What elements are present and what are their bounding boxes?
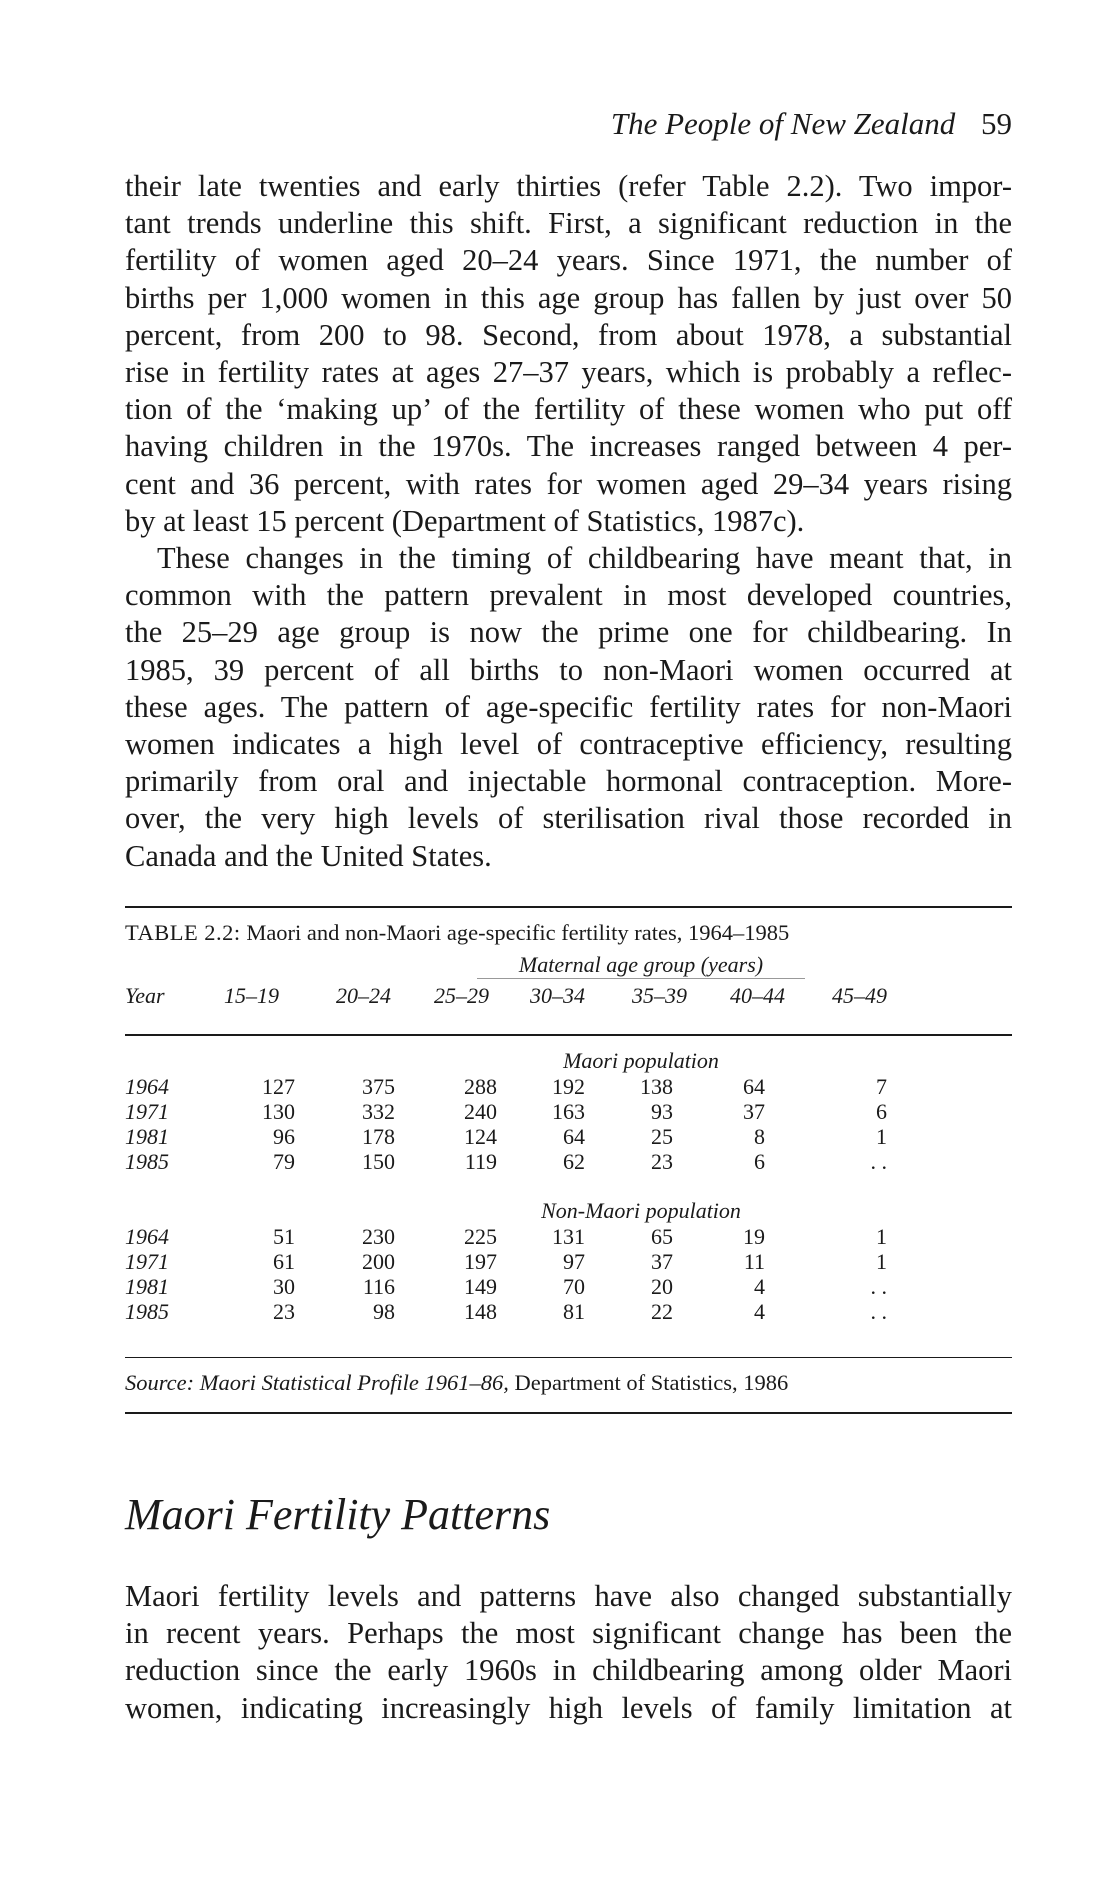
population-group-label: Maori population xyxy=(563,1048,719,1073)
table-cell: 4 xyxy=(754,1299,765,1324)
table-cell: 37 xyxy=(651,1249,673,1274)
table-cell: 230 xyxy=(362,1224,395,1249)
paragraph-3 xyxy=(125,1578,1012,1727)
table-cell: 4 xyxy=(754,1274,765,1299)
paragraph-line: cent and 36 percent, with rates for women aged 29–34 years rising xyxy=(125,466,1012,501)
table-cell: 148 xyxy=(464,1299,497,1324)
age-group-header: 45–49 xyxy=(832,983,887,1008)
age-group-header: 20–24 xyxy=(336,983,391,1008)
table-cell: 200 xyxy=(362,1249,395,1274)
paragraph-line: Maori fertility levels and patterns have also changed substantially xyxy=(125,1579,1012,1613)
table-cell: 70 xyxy=(563,1274,585,1299)
row-year: 1985 xyxy=(125,1149,169,1174)
table-cell: 64 xyxy=(563,1124,585,1149)
row-year: 1985 xyxy=(125,1299,169,1324)
paragraph-line: these ages. The pattern of age-specific fertility rates for non-Maori xyxy=(125,689,1012,724)
table-cell: 96 xyxy=(273,1124,295,1149)
age-group-header: 35–39 xyxy=(632,983,687,1008)
age-group-header: 15–19 xyxy=(224,983,279,1008)
row-year: 1964 xyxy=(125,1074,169,1099)
table-cell: 149 xyxy=(464,1274,497,1299)
table-source xyxy=(125,1368,788,1397)
row-year: 1981 xyxy=(125,1124,169,1149)
age-group-header: 30–34 xyxy=(530,983,585,1008)
table-cell: 8 xyxy=(754,1124,765,1149)
paragraph-line: women, indicating increasingly high levels of family limitation at xyxy=(125,1690,1012,1725)
table-cell: 98 xyxy=(373,1299,395,1324)
table-cell: 11 xyxy=(743,1249,765,1274)
paragraph-line: in recent years. Perhaps the most significant change has been the xyxy=(125,1616,1012,1651)
table-cell: 6 xyxy=(754,1149,765,1174)
paragraph-line: by at least 15 percent (Department of Statistics, 1987c). xyxy=(125,503,805,538)
paragraph-line: having children in the 1970s. The increases ranged between 4 per- xyxy=(125,429,1012,464)
table-cell: 130 xyxy=(262,1099,295,1124)
running-head-title: The People of New Zealand xyxy=(610,106,956,141)
table-cell: 124 xyxy=(464,1124,497,1149)
paragraph-2 xyxy=(125,540,1012,875)
age-group-header: 40–44 xyxy=(730,983,785,1008)
paragraph-line: reduction since the early 1960s in childbearing among older Maori xyxy=(125,1653,1012,1688)
paragraph-line: women indicates a high level of contraceptive efficiency, resulting xyxy=(125,726,1012,761)
source-label: Source: xyxy=(125,1370,195,1395)
table-cell: 375 xyxy=(362,1074,395,1099)
paragraph-line: common with the pattern prevalent in most developed countries, xyxy=(125,578,1012,613)
paragraph-line: over, the very high levels of sterilisation rival those recorded in xyxy=(125,801,1012,836)
table-cell: 1 xyxy=(876,1124,887,1149)
table-label: TABLE 2.2: xyxy=(125,920,241,945)
table-cell: 20 xyxy=(651,1274,673,1299)
paragraph-line: fertility of women aged 20–24 years. Since 1971, the number of xyxy=(125,243,1012,278)
table-cell: . . xyxy=(870,1149,887,1174)
population-group-label: Non-Maori population xyxy=(541,1198,741,1223)
row-year: 1971 xyxy=(125,1249,169,1274)
paragraph-line: tion of the ‘making up’ of the fertility of these women who put off xyxy=(125,392,1012,427)
table-cell: 150 xyxy=(362,1149,395,1174)
table-cell: 163 xyxy=(552,1099,585,1124)
table-cell: 22 xyxy=(651,1299,673,1324)
table-cell: 7 xyxy=(876,1074,887,1099)
paragraph-1 xyxy=(125,168,1012,540)
table-cell: . . xyxy=(870,1274,887,1299)
table-cell: . . xyxy=(870,1299,887,1324)
row-year: 1971 xyxy=(125,1099,169,1124)
table-cell: 1 xyxy=(876,1224,887,1249)
table-cell: 127 xyxy=(262,1074,295,1099)
table-bottom-rule xyxy=(125,1357,1012,1358)
table-cell: 332 xyxy=(362,1099,395,1124)
row-year: 1981 xyxy=(125,1274,169,1299)
table-spanner-header: Maternal age group (years) xyxy=(518,952,764,977)
table-cell: 93 xyxy=(651,1099,673,1124)
table-cell: 116 xyxy=(362,1274,395,1299)
table-cell: 19 xyxy=(743,1224,765,1249)
table-cell: 81 xyxy=(563,1299,585,1324)
table-cell: 6 xyxy=(876,1099,887,1124)
year-header: Year xyxy=(125,983,165,1008)
section-heading: Maori Fertility Patterns xyxy=(125,1490,551,1539)
table-end-rule xyxy=(125,1412,1012,1414)
paragraph-line: the 25–29 age group is now the prime one for childbearing. In xyxy=(125,615,1012,650)
paragraph-line: 1985, 39 percent of all births to non-Maori women occurred at xyxy=(125,652,1012,687)
table-cell: 23 xyxy=(273,1299,295,1324)
paragraph-line: births per 1,000 women in this age group has fallen by just over 50 xyxy=(125,280,1012,315)
table-cell: 131 xyxy=(552,1224,585,1249)
paragraph-line: percent, from 200 to 98. Second, from about 1978, a substantial xyxy=(125,317,1012,352)
source-title: Maori Statistical Profile 1961–86, xyxy=(199,1370,509,1395)
table-cell: 97 xyxy=(563,1249,585,1274)
table-caption xyxy=(125,918,789,947)
table-cell: 1 xyxy=(876,1249,887,1274)
paragraph-line: tant trends underline this shift. First, a significant reduction in the xyxy=(125,206,1012,241)
table-cell: 197 xyxy=(464,1249,497,1274)
table-cell: 64 xyxy=(743,1074,765,1099)
table-cell: 225 xyxy=(464,1224,497,1249)
source-publisher: Department of Statistics, 1986 xyxy=(514,1370,789,1395)
table-cell: 51 xyxy=(273,1224,295,1249)
paragraph-line: These changes in the timing of childbearing have meant that, in xyxy=(157,541,1012,575)
running-head xyxy=(611,104,1012,144)
header-rule xyxy=(125,1034,1012,1036)
table-cell: 192 xyxy=(552,1074,585,1099)
table-cell: 119 xyxy=(464,1149,497,1174)
paragraph-line: their late twenties and early thirties (refer Table 2.2). Two impor- xyxy=(125,169,1012,203)
paragraph-line: Canada and the United States. xyxy=(125,838,492,873)
row-year: 1964 xyxy=(125,1224,169,1249)
paragraph-line: primarily from oral and injectable hormonal contraception. More- xyxy=(125,764,1012,799)
table-cell: 25 xyxy=(651,1124,673,1149)
table-cell: 288 xyxy=(464,1074,497,1099)
table-cell: 138 xyxy=(640,1074,673,1099)
table-cell: 79 xyxy=(273,1149,295,1174)
table-cell: 30 xyxy=(273,1274,295,1299)
table-cell: 240 xyxy=(464,1099,497,1124)
page-number: 59 xyxy=(981,106,1012,141)
table-cell: 61 xyxy=(273,1249,295,1274)
table-cell: 178 xyxy=(362,1124,395,1149)
age-group-header: 25–29 xyxy=(434,983,489,1008)
table-cell: 62 xyxy=(563,1149,585,1174)
table-cell: 65 xyxy=(651,1224,673,1249)
table-cell: 37 xyxy=(743,1099,765,1124)
spanner-rule xyxy=(477,978,805,979)
table-top-rule xyxy=(125,906,1012,908)
table-caption-text: Maori and non-Maori age-specific fertility rates, 1964–1985 xyxy=(246,920,790,945)
table-cell: 23 xyxy=(651,1149,673,1174)
paragraph-line: rise in fertility rates at ages 27–37 years, which is probably a reflec- xyxy=(125,354,1012,389)
